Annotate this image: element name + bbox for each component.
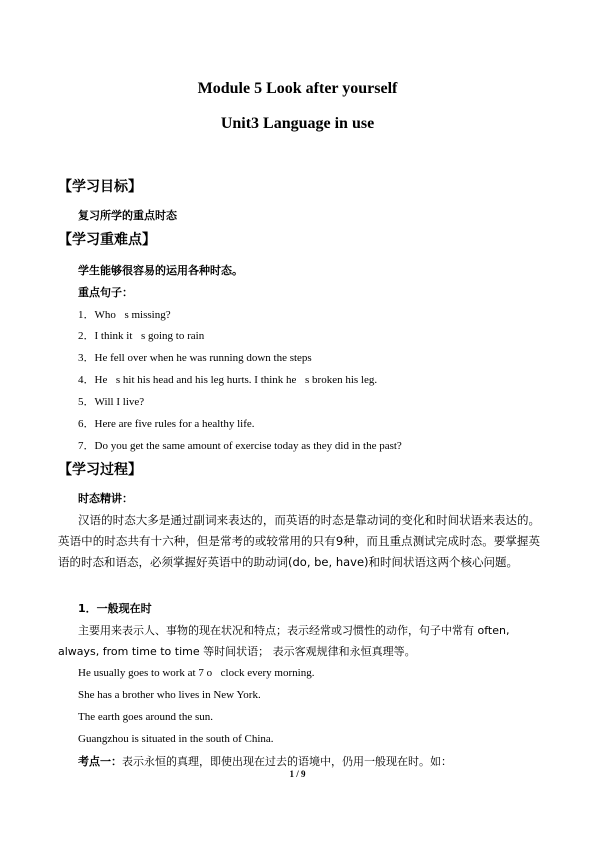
key-points-text: 学生能够很容易的运用各种时态。 [78, 264, 243, 277]
present-simple-description: 主要用来表示人、事物的现在状况和特点；表示经常或习惯性的动作，句子中常有 often, always, from time to time 等时间状语； 表示客观规律和永恒真理等。 [58, 624, 510, 658]
module-title: Module 5 Look after yourself [197, 80, 398, 97]
exam-point [78, 753, 452, 769]
exam-point-label: 考点一： [78, 755, 122, 768]
tense-explanation-label: 时态精讲： [78, 492, 133, 505]
example-sentence: He usually goes to work at 7 o clock every morning. [78, 667, 315, 679]
page-number: 1 / 9 [289, 769, 306, 779]
key-sentence: 3．He fell over when he was running down the steps [78, 352, 312, 364]
key-sentences-label: 重点句子： [78, 286, 133, 299]
key-sentence: 2．I think it s going to rain [78, 330, 205, 342]
exam-point-text: 表示永恒的真理，即使出现在过去的语境中，仍用一般现在时。如： [122, 755, 452, 768]
key-sentence: 5．Will I live? [78, 396, 145, 408]
key-sentence: 1．Who s missing? [78, 309, 171, 321]
key-sentence: 7．Do you get the same amount of exercise today as they did in the past? [78, 440, 402, 452]
process-heading: 【学习过程】 [58, 462, 142, 478]
key-sentence: 4．He s hit his head and his leg hurts. I think he s broken his leg. [78, 374, 378, 386]
present-simple-heading: 1．一般现在时 [78, 602, 152, 615]
goals-heading: 【学习目标】 [58, 179, 142, 195]
example-sentence: She has a brother who lives in New York. [78, 689, 261, 701]
goals-text: 复习所学的重点时态 [78, 209, 177, 222]
example-sentence: Guangzhou is situated in the south of China. [78, 733, 274, 745]
intro-paragraph: 汉语的时态大多是通过副词来表达的，而英语的时态是靠动词的变化和时间状语来表达的。英语中的时态共有十六种，但是常考的或较常用的只有9种，而且重点测试完成时态。要掌握英语的时态和语态，必须掌握好英语中的助动词(do, be, have)和时间状语这两个核心问题。 [58, 513, 540, 569]
unit-title: Unit3 Language in use [220, 115, 375, 132]
key-points-heading: 【学习重难点】 [58, 232, 156, 248]
example-sentence: The earth goes around the sun. [78, 711, 214, 723]
key-sentence: 6．Here are five rules for a healthy life. [78, 418, 255, 430]
